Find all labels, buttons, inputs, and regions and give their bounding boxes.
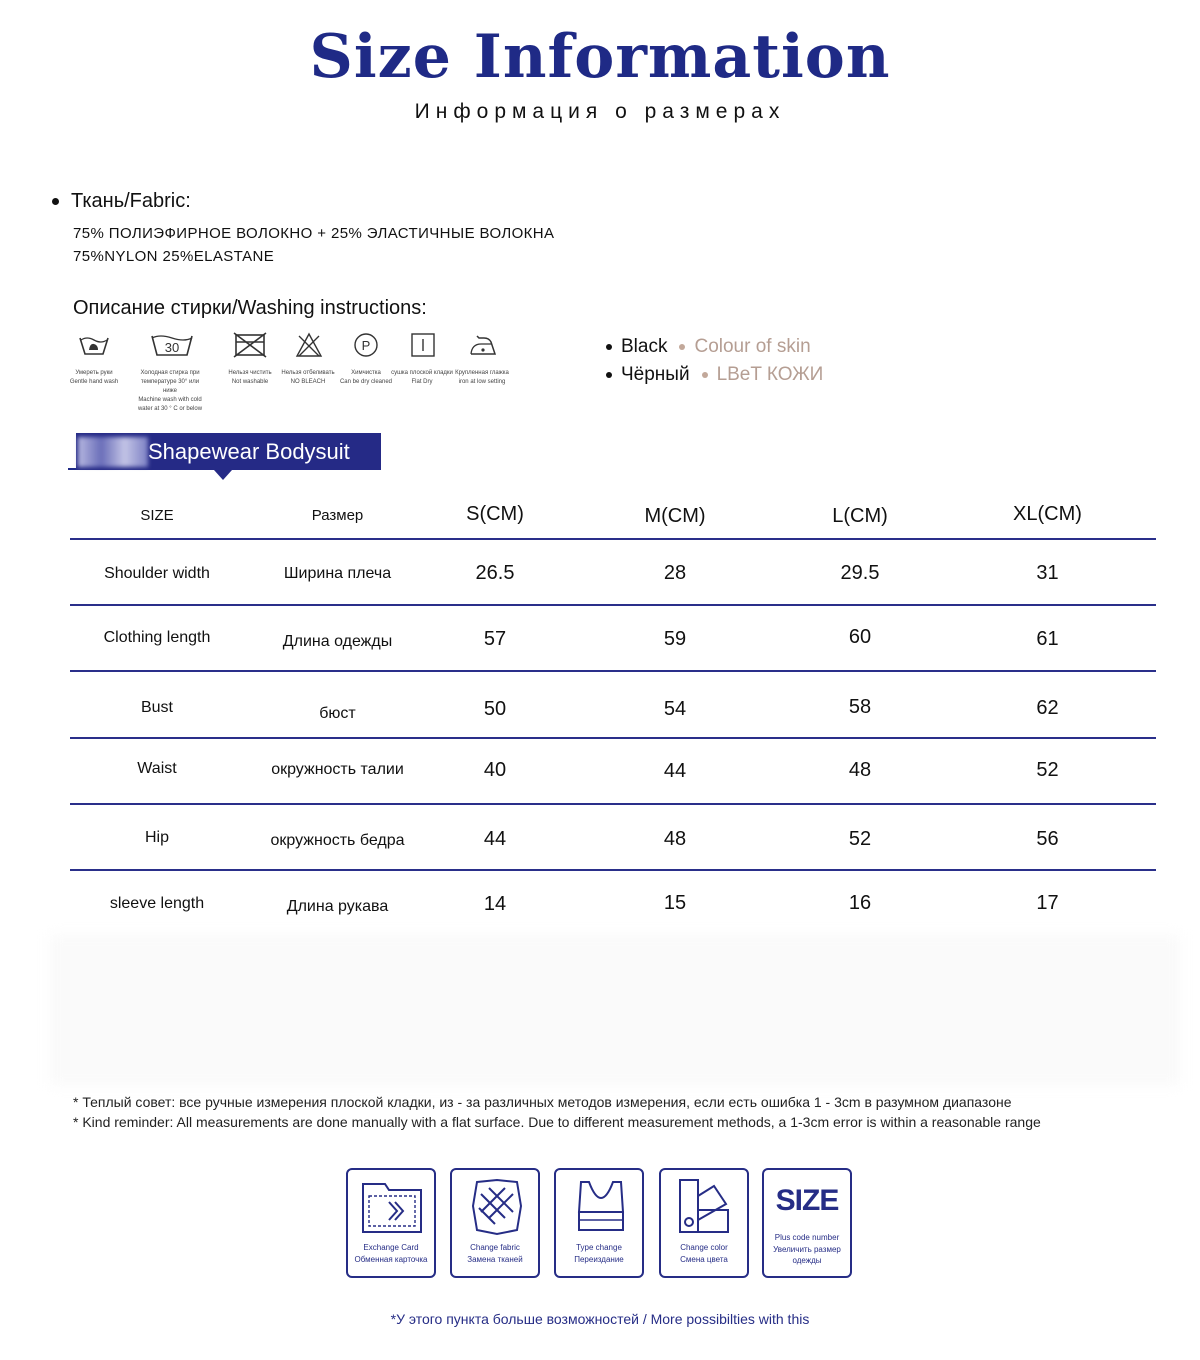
hand-wash-icon [64,332,124,358]
washing-heading: Описание стирки/Washing instructions: [73,297,427,319]
table-cell: 44 [663,760,687,782]
table-cell: 44 [483,828,507,850]
color-row-ru: Чёрный LBeT КОЖИ [606,364,823,386]
table-divider [70,737,1156,739]
size-icon: SIZE [775,1184,839,1217]
table-cell: 17 [1036,892,1059,914]
table-cell: 31 [1036,562,1059,584]
fabric-heading: Ткань/Fabric: [52,190,191,213]
table-cell: 48 [848,759,872,781]
note-ru: * Теплый совет: все ручные измерения плоской кладки, из - за различных методов измерения, если есть ошибка 1 - 3cm в разумном диапазоне [73,1094,1012,1110]
bullet-icon [606,372,612,378]
fabric-composition-ru: 75% ПОЛИЭФИРНОЕ ВОЛОКНО + 25% ЭЛАСТИЧНЫЕ ВОЛОКНА [73,225,555,242]
table-cell: 14 [483,893,507,915]
bullet-icon [606,344,612,350]
badge-pointer [214,470,232,480]
wash-label-6: сушка плоской кладки Flat Dry [391,370,453,385]
header-size: SIZE [140,507,174,524]
table-cell: 52 [848,828,872,850]
table-cell: 54 [663,698,687,720]
service-card-color: Change color Смена цвета [659,1168,749,1278]
header-m: M(CM) [644,505,706,527]
service-card-type: Type change Переиздание [554,1168,644,1278]
not-washable-icon [220,332,280,358]
header-xl: XL(CM) [1013,503,1082,525]
table-row-label-ru: Длина одежды [282,633,393,650]
iron-low-icon [453,332,513,358]
change-color-icon [672,1178,740,1236]
table-row-label-ru: Ширина плеча [283,565,392,582]
blurred-brand-logo [78,437,148,467]
service-card-size: SIZE Plus code number Увеличить размер одежды [762,1168,852,1278]
bullet-icon [52,198,59,205]
table-cell: 26.5 [475,562,515,584]
color-row-en: Black Colour of skin [606,336,811,358]
table-row-label: Hip [144,829,169,846]
table-cell: 48 [663,828,687,850]
table-divider [70,803,1156,805]
type-change-icon [567,1178,635,1236]
header-l: L(CM) [832,505,888,527]
wash-label-5: Химчистка Can be dry cleaned [339,370,393,385]
wash-label-4: Нельзя отбеливать NO BLEACH [281,370,335,385]
dry-clean-icon [336,332,396,358]
change-fabric-icon [463,1178,531,1236]
table-cell: 61 [1036,628,1059,650]
table-cell: 58 [848,696,872,718]
service-card-fabric: Change fabric Замена тканей [450,1168,540,1278]
table-cell: 16 [848,892,872,914]
service-card-exchange: Exchange Card Обменная карточка [346,1168,436,1278]
table-divider [70,604,1156,606]
table-cell: 29.5 [840,562,880,584]
table-divider [70,538,1156,540]
note-en: * Kind reminder: All measurements are done manually with a flat surface. Due to different measurement methods, a 1-3cm error is within a reasonable range [73,1114,1041,1130]
table-cell: 50 [483,698,507,720]
exchange-card-icon [359,1178,427,1236]
table-divider [70,869,1156,871]
table-cell: 56 [1036,828,1059,850]
table-divider [70,670,1156,672]
bullet-icon [702,372,708,378]
table-row-label: Shoulder width [104,565,210,582]
svg-text:30: 30 [164,340,180,355]
flat-dry-icon [393,332,453,358]
bullet-icon [679,344,685,350]
svg-text:P: P [361,338,371,353]
wash-label-3: Нельзя чистить Not washable [228,370,272,385]
table-row-label-ru: Длина рукава [286,898,389,915]
no-bleach-icon [279,332,339,358]
fabric-composition-en: 75%NYLON 25%ELASTANE [73,248,275,265]
table-row-label: Bust [140,699,173,716]
blurred-region [50,935,1180,1085]
table-row-label: Waist [137,760,177,777]
footer-text: *У этого пункта больше возможностей / More possibilties with this [390,1311,810,1327]
wash-label-1: Умереть руки Gentle hand wash [69,370,119,385]
table-cell: 15 [663,892,687,914]
page-subtitle: Информация о размерах [414,100,786,123]
machine-wash-30-icon [142,332,202,358]
header-razmer: Размер [311,507,364,524]
wash-label-2: Холодная стирка при температуре 30° или ниже Machine wash with cold water at 30 ° C or below [137,370,203,412]
page-title: Size Information [309,22,891,92]
table-cell: 57 [483,628,507,650]
table-cell: 60 [848,626,872,648]
table-row-label-ru: окружность бедра [270,832,405,849]
header-s: S(CM) [466,503,524,525]
product-badge: Shapewear Bodysuit [76,433,381,470]
table-row-label-ru: окружность талии [271,761,404,778]
table-cell: 59 [663,628,687,650]
table-row-label: Clothing length [103,629,211,646]
wash-label-7: Крупленная глажка iron at low setting [455,370,509,385]
table-row-label: sleeve length [109,895,205,912]
table-row-label-ru: бюст [319,705,356,722]
table-cell: 40 [483,759,507,781]
table-cell: 52 [1036,759,1059,781]
table-cell: 62 [1036,697,1059,719]
table-cell: 28 [663,562,687,584]
